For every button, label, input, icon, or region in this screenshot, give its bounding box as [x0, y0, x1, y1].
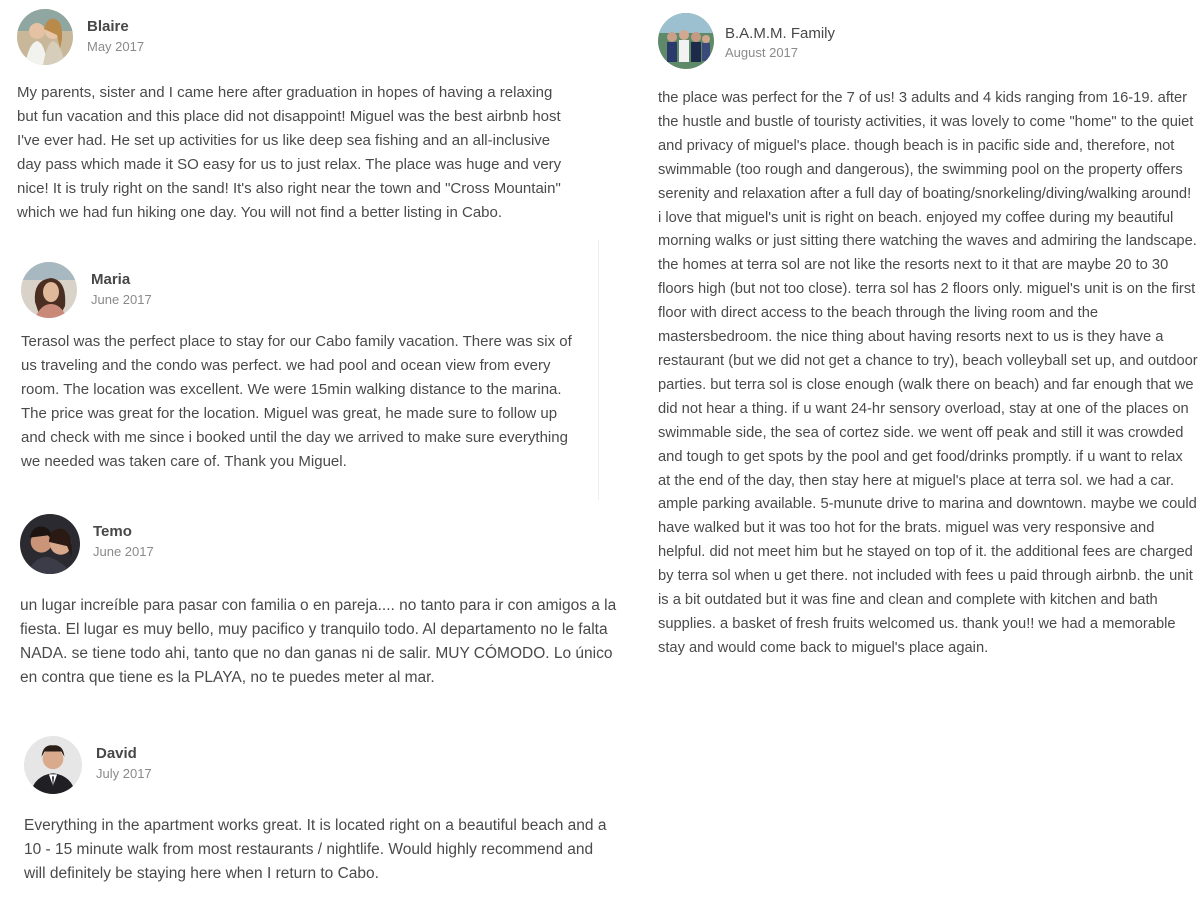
review-david	[24, 736, 614, 886]
review-temo	[20, 514, 620, 690]
avatar-image	[24, 736, 82, 794]
review-bamm-family	[658, 13, 1198, 661]
review-blaire	[17, 9, 577, 224]
review-date: August 2017	[725, 45, 799, 60]
review-maria	[21, 262, 581, 473]
review-date: June 2017	[91, 292, 152, 307]
avatar-woman-photo[interactable]	[21, 262, 77, 318]
review-text: the place was perfect for the 7 of us! 3 adults and 4 kids ranging from 16-19. after the hustle and bustle of touristy activities, it was lovely to come "home" to the quiet and privacy of miguel's place. though beach is in pacific side and, therefore, not swimmable (too rough and dangerous), the swimming pool on the property offers serenity and relaxation after a full day of boating/snorkeling/diving/walking around! i love that miguel's unit is right on beach. enjoyed my coffee during my beautiful morning walks or just sitting there watching the waves and admiring the landscape. the homes at terra sol are not like the resorts next to it that are maybe 20 to 30 floors high (but not too close). terra sol has 2 floors only. miguel's unit is on the first floor with direct access to the beach through the living room and the mastersbedroom. the nice thing about having resorts next to us is they have a restaurant (but we did not get a chance to try), beach volleyball set up, and outdoor parties. but terra sol is close enough (walk there on beach) and far enough that we did not hear a thing. if u want 24-hr sensory overload, stay at one of the places on swimmable side, the sea of cortez side. we went off peak and still it was crowded and tough to get spots by the pool and get food/drinks promptly. if u want to relax at the end of the day, then stay here at miguel's place at terra sol. we had a car. ample parking available. 5-munute drive to marina and downtown. maybe we could have walked but it was too hot for the brats. miguel was very responsive and helpful. did not meet him but he stayed on top of it. the additional fees are charged by terra sol when u get there. not included with fees u paid through airbnb. the unit is a bit outdated but it was fine and clean and complete with kitchen and bath supplies. a basket of fresh fruits welcomed us. thank you!! we had a memorable stay and would come back to miguel's place again.	[658, 90, 1198, 656]
review-text: My parents, sister and I came here after graduation in hopes of having a relaxing but fun vacation and this place did not disappoint! Miguel was the best airbnb host I've ever had. He set up activities for us like deep sea fishing and an all-inclusive day pass which made it SO easy for us to just relax. The place was huge and very nice! It is truly right on the sand! It's also right near the town and "Cross Mountain" which we had fun hiking one day. You will not find a better listing in Cabo.	[17, 84, 562, 221]
avatar-image	[17, 9, 73, 65]
review-header	[20, 514, 620, 574]
column-divider	[598, 240, 599, 500]
review-date: May 2017	[87, 39, 145, 54]
review-text: Terasol was the perfect place to stay for our Cabo family vacation. There was six of us traveling and the condo was perfect. we had pool and ocean view from every room. The location was excellent. We were 15min walking distance to the marina. The price was great for the location. Miguel was great, he made sure to follow up and check with me since i booked until the day we arrived to make sure everything we needed was taken care of. Thank you Miguel.	[21, 333, 572, 470]
review-text: Everything in the apartment works great. It is located right on a beautiful beach and a 10 - 15 minute walk from most restaurants / nightlife. Would highly recommend and will definitely be staying here when I return to Cabo.	[24, 817, 607, 882]
review-header	[17, 9, 577, 69]
reviewer-name[interactable]: Maria	[91, 271, 131, 288]
review-date: June 2017	[93, 544, 154, 559]
avatar-image	[20, 514, 80, 574]
review-header	[21, 262, 581, 322]
reviewer-name[interactable]: David	[96, 745, 137, 762]
avatar-image	[21, 262, 77, 318]
reviewer-name[interactable]: B.A.M.M. Family	[725, 25, 836, 42]
avatar-couple-photo[interactable]	[17, 9, 73, 65]
reviewer-name[interactable]: Temo	[93, 523, 132, 540]
review-text: un lugar increíble para pasar con familia o en pareja.... no tanto para ir con amigos a la fiesta. El lugar es muy bello, muy pacifico y tranquilo todo. Al departamento no le falta NADA. se tiene todo ahi, tanto que no dan ganas ni de salir. MUY CÓMODO. Lo único en contra que tiene es la PLAYA, no te puedes meter al mar.	[20, 597, 617, 686]
avatar-couple-selfie[interactable]	[20, 514, 80, 574]
review-header	[658, 13, 1198, 73]
review-header	[24, 736, 614, 796]
review-date: July 2017	[96, 766, 152, 781]
avatar-man-suit-photo[interactable]	[24, 736, 82, 794]
avatar-family-photo[interactable]	[658, 13, 714, 69]
avatar-image	[658, 13, 714, 69]
reviewer-name[interactable]: Blaire	[87, 18, 129, 35]
